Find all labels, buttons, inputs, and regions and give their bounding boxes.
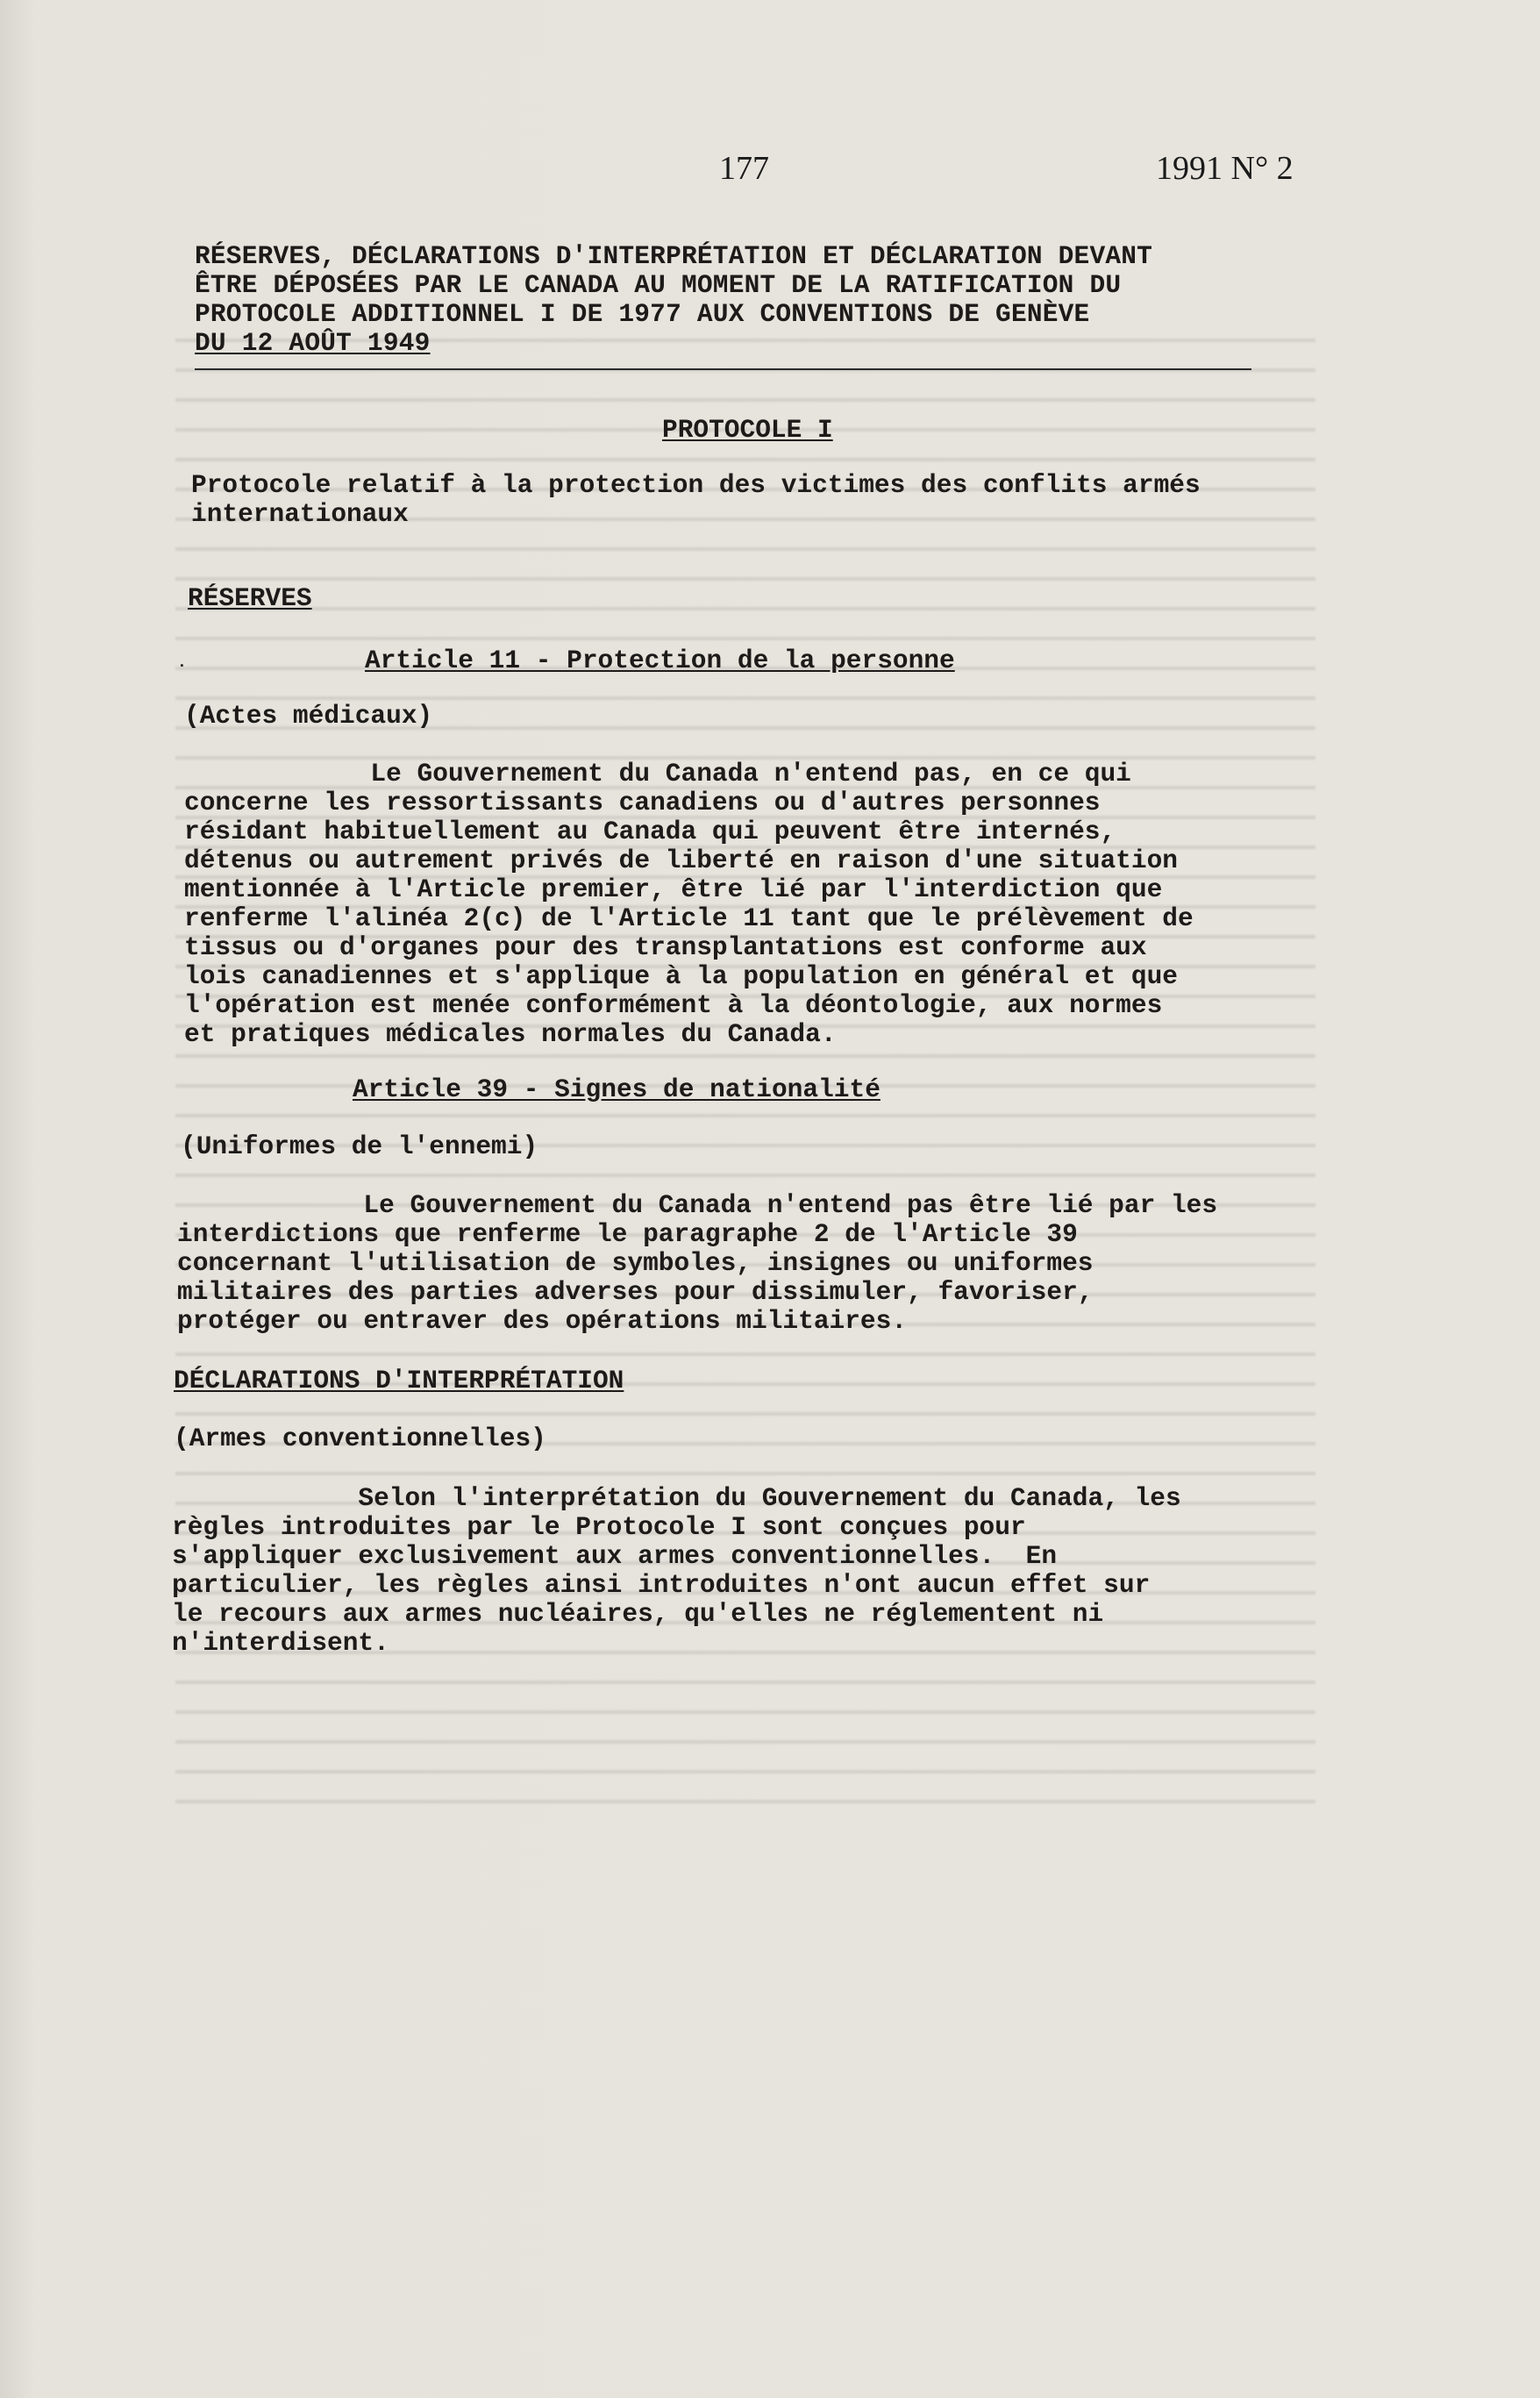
article-11-heading: Article 11 - Protection de la personne <box>365 646 955 675</box>
article-39-body: Le Gouvernement du Canada n'entend pas être lié par les interdictions que renferme le paragraphe 2 de l'Article 39 concernant l'utilisation de symboles, insignes ou uniformes militaires des parties adverses pour dissimuler, favoriser, protéger ou entraver des opérations militaires. <box>177 1190 1218 1336</box>
declarations-body: Selon l'interprétation du Gouvernement du Canada, les règles introduites par le Protocole I sont conçues pour s'appliquer exclusivement aux armes conventionnelles. En particulier, les règles ainsi introduites n'ont aucun effet sur le recours aux armes nucléaires, qu'elles ne réglementent ni n'interdisent. <box>172 1483 1181 1658</box>
title-line-4: DU 12 AOÛT 1949 <box>195 328 431 358</box>
protocole-heading: PROTOCOLE I <box>662 415 833 445</box>
article-11-body: Le Gouvernement du Canada n'entend pas, en ce qui concerne les ressortissants canadiens ou d'autres personnes résidant habituellement au Canada qui peuvent être internés, détenus ou autrement privés de liberté en raison d'une situation mentionnée à l'Article premier, être lié par l'interdiction que renferme l'alinéa 2(c) de l'Article 11 tant que le prélèvement de tissus ou d'organes pour des transplantations est conforme aux lois canadiennes et s'applique à la population en général et que l'opération est menée conformément à la déontologie, aux normes et pratiques médicales normales du Canada. <box>184 759 1194 1049</box>
declarations-heading: DÉCLARATIONS D'INTERPRÉTATION <box>174 1366 624 1395</box>
issue-number: 1991 N° 2 <box>1156 150 1294 187</box>
article-11-subheading: (Actes médicaux) <box>184 701 433 731</box>
protocole-description: Protocole relatif à la protection des victimes des conflits armés internationaux <box>191 470 1201 529</box>
title-line-1: RÉSERVES, DÉCLARATIONS D'INTERPRÉTATION ET DÉCLARATION DEVANT <box>195 241 1153 271</box>
article-39-heading: Article 39 - Signes de nationalité <box>353 1074 881 1104</box>
stray-mark: . <box>177 654 187 672</box>
declarations-subheading: (Armes conventionnelles) <box>174 1424 546 1453</box>
page-number: 177 <box>719 150 769 187</box>
document-title <box>195 242 1282 358</box>
article-39-subheading: (Uniformes de l'ennemi) <box>181 1131 538 1161</box>
title-line-2: ÊTRE DÉPOSÉES PAR LE CANADA AU MOMENT DE LA RATIFICATION DU <box>195 270 1122 300</box>
title-underline <box>195 368 1251 370</box>
reserves-heading: RÉSERVES <box>188 583 312 613</box>
title-line-3: PROTOCOLE ADDITIONNEL I DE 1977 AUX CONVENTIONS DE GENÈVE <box>195 299 1090 329</box>
